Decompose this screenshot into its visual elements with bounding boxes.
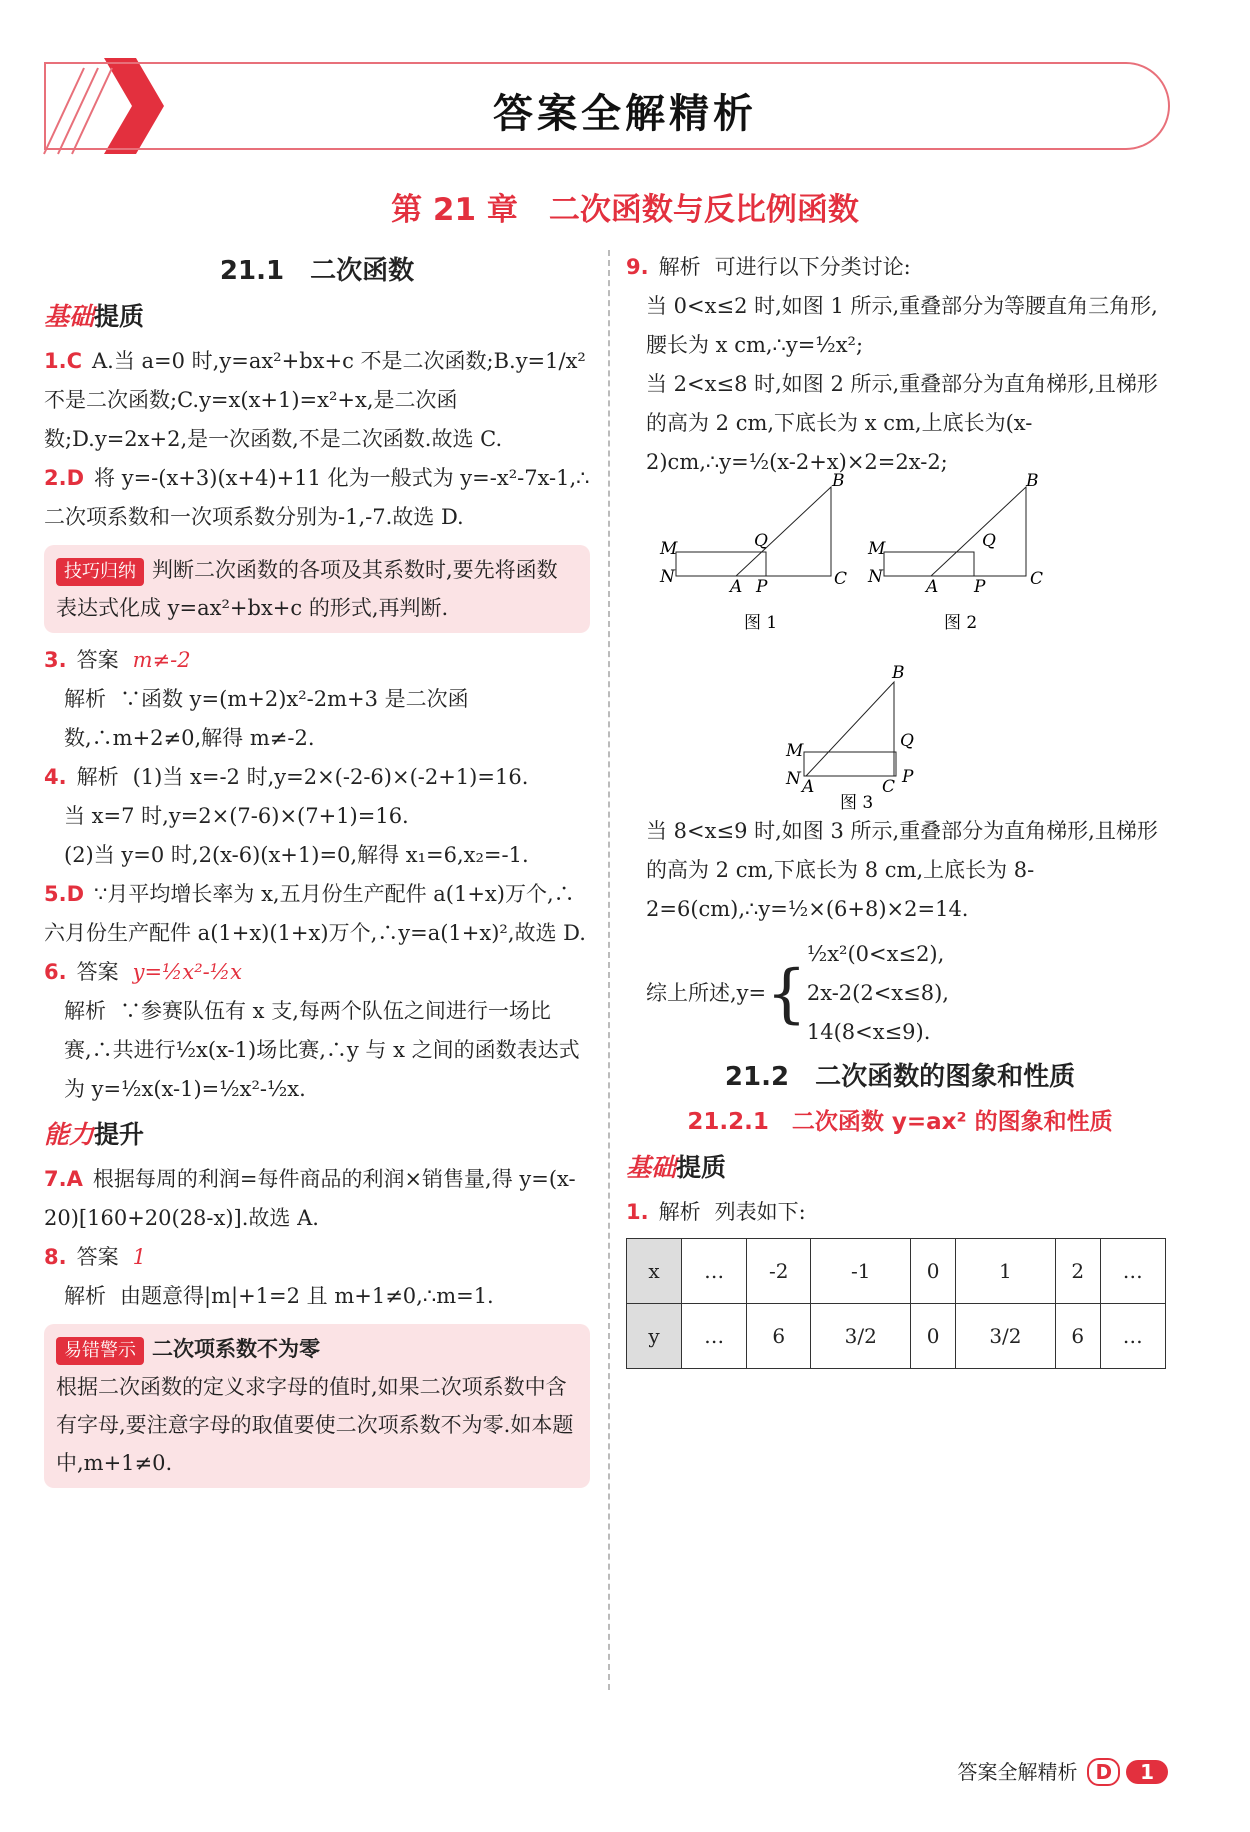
q9: 9. 解析 可进行以下分类讨论: [626, 255, 911, 279]
svg-text:A: A [802, 777, 815, 797]
value-table [626, 1238, 1166, 1369]
table-cell: 0 [911, 1239, 956, 1304]
svg-text:A: A [730, 577, 743, 597]
q4: 4. 解析 (1)当 x=-2 时,y=2×(-2-6)×(-2+1)=16. [44, 765, 529, 789]
q9-case3: 当 8<x≤9 时,如图 3 所示,重叠部分为直角梯形,且梯形的高为 2 cm,下底长为 8 cm,上底长为 8-2=6(cm),∴y=½×(6+8)×2=14. [646, 819, 1158, 921]
q5: 5.D ∵月平均增长率为 x,五月份生产配件 a(1+x)万个,∴六月份生产配件 a(1+x)(1+x)万个,∴y=a(1+x)²,故选 D. [44, 882, 586, 945]
svg-text:N: N [868, 567, 883, 587]
svg-text:C: C [834, 569, 848, 589]
table-cell: 0 [911, 1304, 956, 1369]
page-title: 答案全解精析 [493, 91, 757, 137]
chapter-title: 第 21 章 二次函数与反比例函数 [391, 192, 859, 228]
table-cell: 6 [747, 1304, 811, 1369]
column-divider [608, 250, 610, 1690]
table-cell: … [682, 1239, 747, 1304]
figures [626, 471, 1174, 813]
right-column [626, 248, 1174, 1369]
svg-text:C: C [882, 777, 896, 797]
svg-text:Q: Q [900, 731, 914, 751]
svg-text:Q: Q [982, 531, 996, 551]
q7: 7.A 根据每周的利润=每件商品的利润×销售量,得 y=(x-20)[160+20(28-x)].故选 A. [44, 1167, 576, 1230]
figure-3-caption: 图 3 [840, 793, 874, 813]
subsection: 21.2.1 二次函数 y=ax² 的图象和性质 [687, 1109, 1113, 1135]
warning-box: 易错警示 二次项系数不为零 根据二次函数的定义求字母的值时,如果二次项系数中含有字母,要注意字母的取值要使二次项系数不为零.如本题中,m+1≠0. [44, 1324, 590, 1488]
table-cell: … [682, 1304, 747, 1369]
table-cell: 3/2 [811, 1304, 911, 1369]
table-cell: 3/2 [955, 1304, 1055, 1369]
q2: 2.D 将 y=-(x+3)(x+4)+11 化为一般式为 y=-x²-7x-1,∴二次项系数和一次项系数分别为-1,-7.故选 D. [44, 466, 590, 529]
table-cell: -2 [747, 1239, 811, 1304]
q9-case2: 当 2<x≤8 时,如图 2 所示,重叠部分为直角梯形,且梯形的高为 2 cm,下底长为 x cm,上底长为(x-2)cm,∴y=½(x-2+x)×2=2x-2; [646, 372, 1158, 474]
svg-text:B: B [832, 471, 845, 491]
table-cell: … [1100, 1239, 1165, 1304]
q3-explain: 解析 ∵函数 y=(m+2)x²-2m+3 是二次函数,∴m+2≠0,解得 m≠-2. [64, 687, 469, 750]
table-cell: -1 [811, 1239, 911, 1304]
footer: 答案全解精析 D 1 [957, 1756, 1168, 1786]
table-cell: … [1100, 1304, 1165, 1369]
section-21-2: 21.2 二次函数的图象和性质 [724, 1062, 1076, 1092]
svg-text:Q: Q [754, 531, 768, 551]
q6: 6. 答案 y=½x²-½x [44, 960, 242, 984]
svg-text:N: N [660, 567, 675, 587]
page-number: 1 [1126, 1760, 1168, 1784]
table-cell: x [627, 1239, 682, 1304]
table-cell: y [627, 1304, 682, 1369]
geometry-figures [626, 471, 1166, 813]
section-title: 21.1 二次函数 [219, 256, 415, 286]
q1-right: 1. 解析 列表如下: [626, 1200, 806, 1224]
tip-box: 技巧归纳 判断二次函数的各项及其系数时,要先将函数表达式化成 y=ax²+bx+c 的形式,再判断. [44, 545, 590, 633]
svg-text:A: A [926, 577, 939, 597]
heading-advance: 能力提升 [44, 1120, 145, 1149]
q8-explain: 解析 由题意得|m|+1=2 且 m+1≠0,∴m=1. [64, 1284, 494, 1308]
figure-2 [867, 471, 1043, 597]
q4-line2: 当 x=7 时,y=2×(7-6)×(7+1)=16. [64, 804, 409, 828]
svg-text:M: M [868, 539, 886, 559]
left-column [44, 248, 590, 1496]
svg-text:P: P [974, 577, 986, 597]
q8: 8. 答案 1 [44, 1245, 146, 1269]
q4-line3: (2)当 y=0 时,2(x-6)(x+1)=0,解得 x₁=6,x₂=-1. [64, 843, 529, 867]
svg-text:M: M [786, 741, 804, 761]
svg-text:B: B [892, 663, 905, 683]
figure-1-caption: 图 1 [744, 613, 778, 633]
svg-text:P: P [756, 577, 768, 597]
table-cell: 6 [1055, 1304, 1100, 1369]
q6-explain: 解析 ∵参赛队伍有 x 支,每两个队伍之间进行一场比赛,∴共进行½x(x-1)场比赛,∴y 与 x 之间的函数表达式为 y=½x(x-1)=½x²-½x. [64, 999, 580, 1101]
heading-basic-2: 基础提质 [626, 1153, 727, 1182]
svg-text:P: P [902, 767, 914, 787]
table-cell: 1 [955, 1239, 1055, 1304]
q1: 1.C A.当 a=0 时,y=ax²+bx+c 不是二次函数;B.y=1/x² 不是二次函数;C.y=x(x+1)=x²+x,是二次函数;D.y=2x+2,是一次函数,不是二次函数.故选 C. [44, 349, 586, 451]
svg-text:C: C [1030, 569, 1044, 589]
svg-text:B: B [1026, 471, 1039, 491]
svg-text:N: N [786, 769, 801, 789]
q9-case1: 当 0<x≤2 时,如图 1 所示,重叠部分为等腰直角三角形,腰长为 x cm,∴y=½x²; [646, 294, 1158, 357]
figure-3 [785, 663, 914, 797]
heading-basic: 基础提质 [44, 302, 145, 331]
q3: 3. 答案 m≠-2 [44, 648, 191, 672]
table-cell: 2 [1055, 1239, 1100, 1304]
figure-1 [659, 471, 847, 597]
piecewise: 综上所述,y= { ½x²(0<x≤2), 2x-2(2<x≤8), 14(8<x≤9). [646, 942, 949, 1044]
figure-2-caption: 图 2 [944, 613, 978, 633]
svg-text:M: M [660, 539, 678, 559]
